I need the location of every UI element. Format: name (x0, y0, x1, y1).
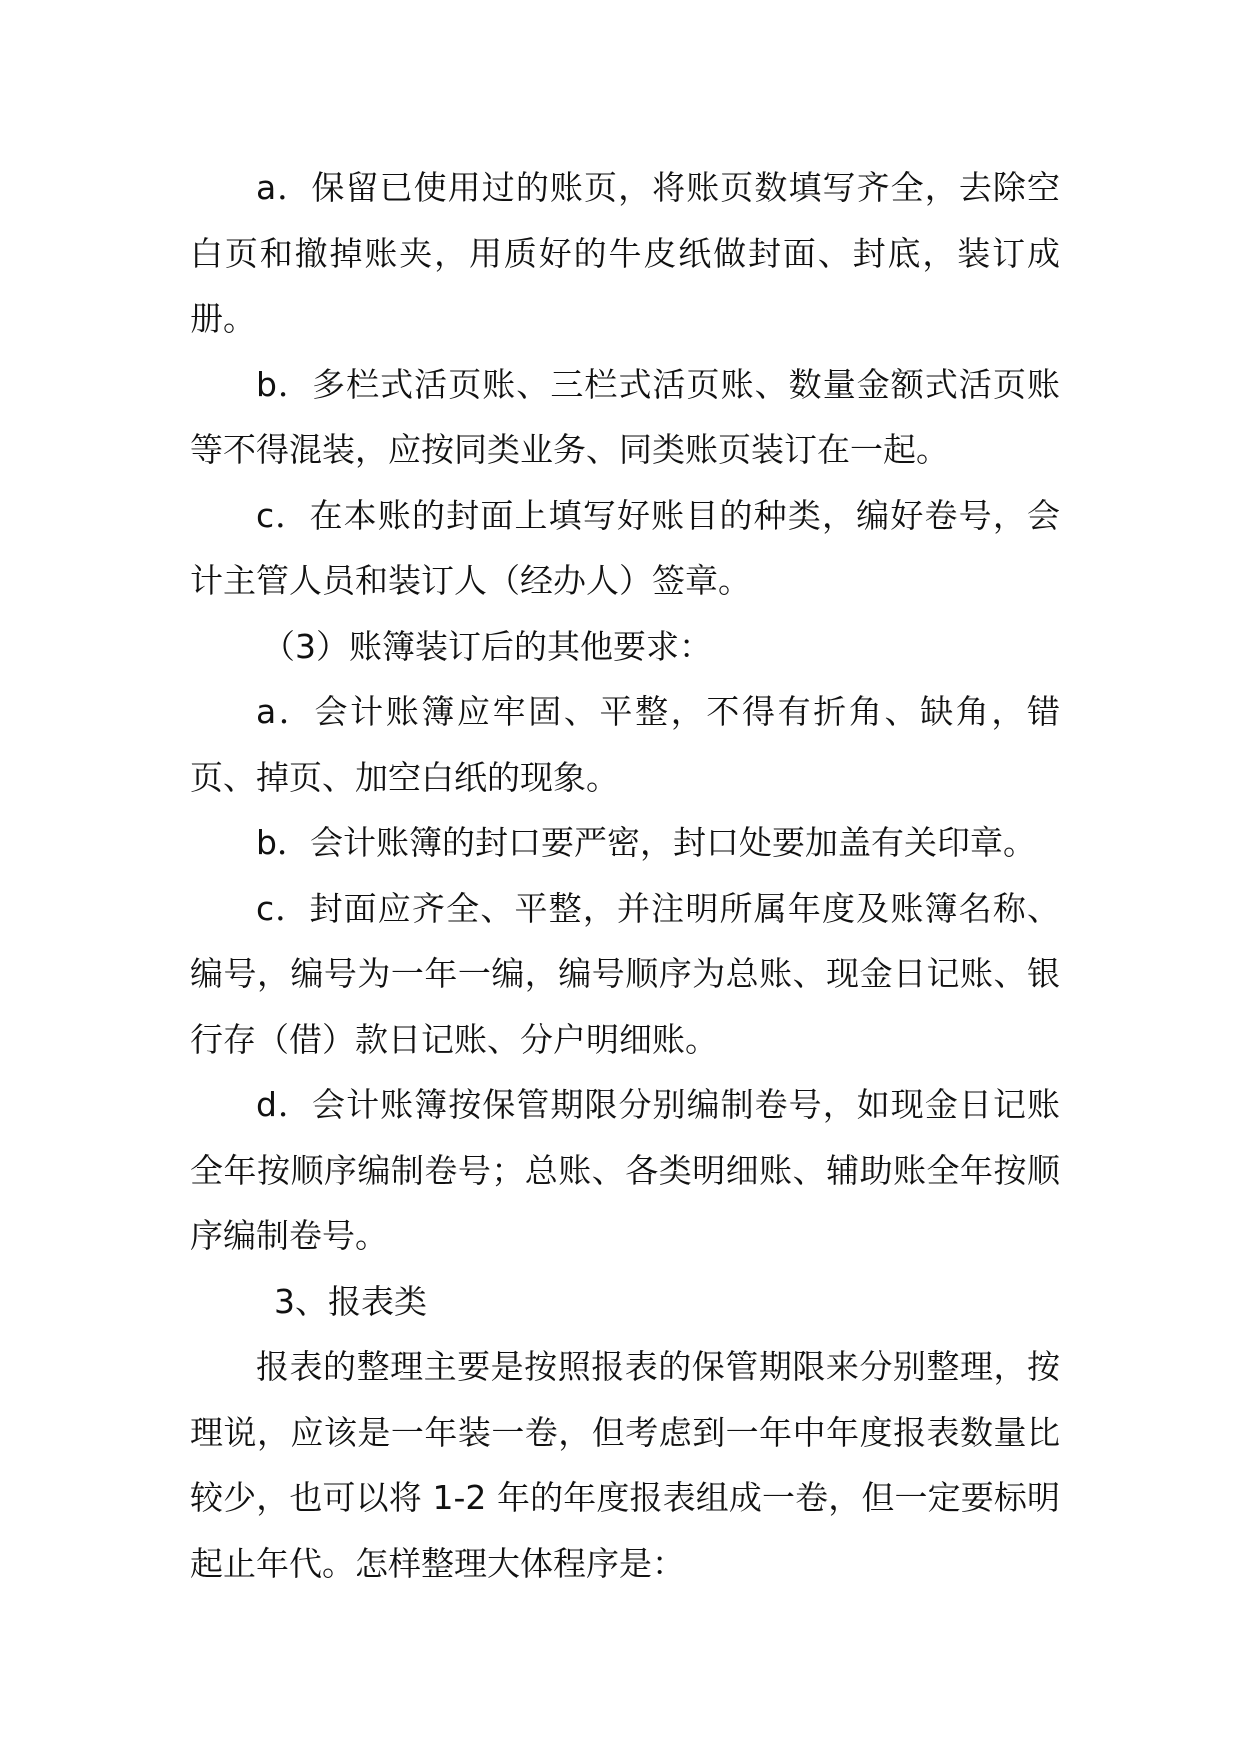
paragraph-binding-b: b．多栏式活页账、三栏式活页账、数量金额式活页账等不得混装，应按同类业务、同类账页装订在一起。 (190, 364, 1060, 469)
paragraph-reports-intro: 报表的整理主要是按照报表的保管期限来分别整理，按理说，应该是一年装一卷，但考虑到一年中年度报表数量比较少，也可以将 1-2 年的年度报表组成一卷，但一定要标明起止年代。怎样整理大体程序是： (190, 1347, 1060, 1583)
section-heading-reports: 3、报表类 (274, 1281, 427, 1321)
paragraph-requirement-b: b．会计账簿的封口要严密，封口处要加盖有关印章。 (256, 823, 1036, 862)
paragraph-binding-c: c．在本账的封面上填写好账目的种类，编好卷号，会计主管人员和装订人（经办人）签章。 (190, 495, 1060, 600)
paragraph-binding-a: a．保留已使用过的账页，将账页数填写齐全，去除空白页和撤掉账夹，用质好的牛皮纸做封面、封底，装订成册。 (190, 168, 1060, 338)
document-body (190, 155, 1060, 1596)
paragraph-requirement-a: a．会计账簿应牢固、平整，不得有折角、缺角，错页、掉页、加空白纸的现象。 (190, 692, 1060, 797)
paragraph-section-3-heading: （3）账簿装订后的其他要求： (262, 626, 712, 666)
paragraph-requirement-c: c．封面应齐全、平整，并注明所属年度及账簿名称、编号，编号为一年一编，编号顺序为总账、现金日记账、银行存（借）款日记账、分户明细账。 (190, 888, 1060, 1059)
paragraph-requirement-d: d．会计账簿按保管期限分别编制卷号，如现金日记账全年按顺序编制卷号；总账、各类明细账、辅助账全年按顺序编制卷号。 (190, 1085, 1060, 1255)
